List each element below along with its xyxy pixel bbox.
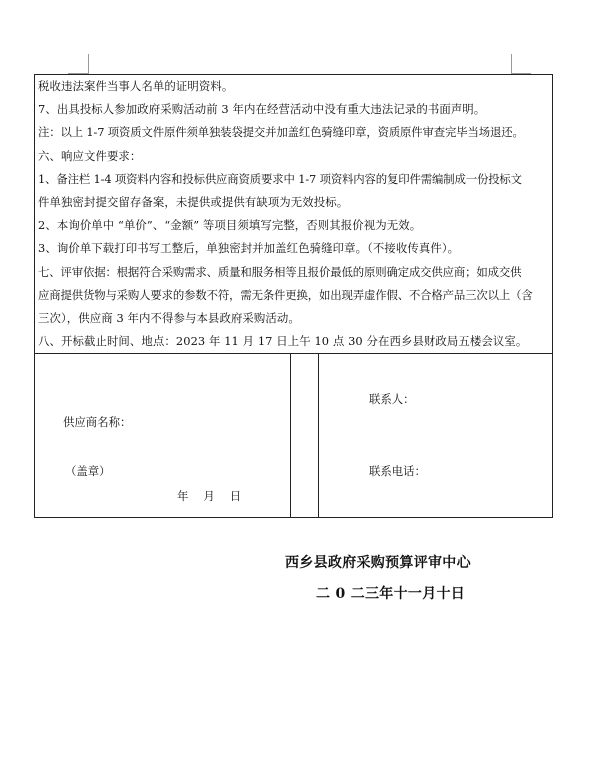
issuing-organization: 西乡县政府采购预算评审中心	[285, 555, 471, 571]
text-line: 件单独密封提交留存备案，未提供或提供有缺项为无效投标。	[38, 194, 349, 209]
contact-cell	[319, 354, 552, 517]
requirements-text-block	[35, 75, 552, 353]
text-line: 三次），供应商 3 年内不得参与本县政府采购活动。	[38, 310, 300, 325]
text-line: 1、备注栏 1-4 项资料内容和投标供应商资质要求中 1-7 项资料内容的复印件需编制成一份投标文	[38, 171, 522, 186]
document-table	[34, 74, 553, 518]
text-line: 7、出具投标人参加政府采购活动前 3 年内在经营活动中没有重大违法记录的书面声明。	[38, 102, 486, 117]
seal-label: （盖章）	[65, 464, 111, 479]
issue-date: 二 0 二三年十一月十日	[316, 586, 466, 602]
text-line: 3、询价单下载打印书写工整后，单独密封并加盖红色骑缝印章。（不接收传真件）。	[38, 241, 460, 256]
text-line: 应商提供货物与采购人要求的参数不符，需无条件更换，如出现弄虚作假、不合格产品三次以上（含	[38, 287, 533, 302]
text-line: 注：以上 1-7 项资质文件原件须单独装袋提交并加盖红色骑缝印章，资质原件审查完毕当场退还。	[38, 125, 524, 140]
crop-mark-right-vertical	[511, 54, 512, 74]
text-line: 七、评审依据：根据符合采购需求、质量和服务相等且报价最低的原则确定成交供应商；如成交供	[38, 264, 522, 279]
text-line: 税收违法案件当事人名单的证明资料。	[38, 79, 234, 93]
signature-row	[35, 353, 552, 517]
text-line: 2、本询价单中 “单价”、“金额” 等项目须填写完整，否则其报价视为无效。	[38, 218, 422, 233]
section-heading: 六、响应文件要求：	[38, 148, 142, 163]
text-line: 八、开标截止时间、地点：2023 年 11 月 17 日上午 10 点 30 分在西乡县财政局五楼会议室。	[38, 334, 528, 349]
crop-mark-left-vertical	[88, 54, 89, 74]
supplier-name-label: 供应商名称：	[63, 415, 132, 430]
date-label: 年 月 日	[177, 489, 242, 504]
contact-person-label: 联系人：	[369, 392, 415, 407]
supplier-cell	[35, 354, 291, 517]
spacer-cell	[290, 354, 319, 517]
contact-phone-label: 联系电话：	[369, 464, 426, 479]
